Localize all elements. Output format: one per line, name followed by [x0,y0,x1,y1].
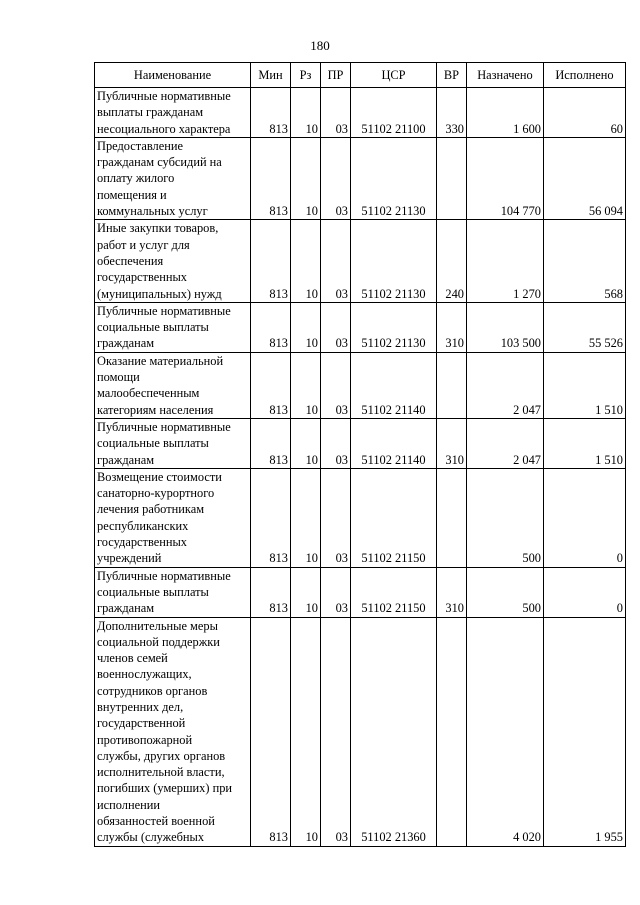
cell-name-line: Иные закупки товаров, [97,221,219,236]
cell-assigned: 2 047 [467,418,544,468]
cell-name-line: санаторно-курортного [97,486,215,501]
cell-name-line: обеспечения [97,253,164,268]
cell-name [95,352,251,418]
cell-assigned: 500 [467,468,544,567]
cell-executed: 55 526 [544,302,626,352]
cell-csr: 51102 21130 [351,220,437,302]
cell-pr: 03 [321,88,351,138]
header-name: Наименование [95,63,251,88]
cell-executed: 60 [544,88,626,138]
cell-name [95,302,251,352]
cell-pr: 03 [321,418,351,468]
cell-name-line: помощи [97,370,140,385]
cell-name-line: Дополнительные меры [97,618,218,633]
header-pr: ПР [321,63,351,88]
cell-csr: 51102 21130 [351,137,437,219]
cell-name-line: Оказание материальной [97,353,224,368]
table-body [95,88,626,847]
cell-rz: 10 [291,220,321,302]
cell-name-line: государственной [97,716,186,731]
header-executed: Исполнено [544,63,626,88]
cell-name-line: лечения работникам [97,502,205,517]
cell-csr: 51102 21140 [351,352,437,418]
cell-vr [437,617,467,846]
cell-name [95,418,251,468]
budget-table [94,62,626,847]
cell-vr [437,352,467,418]
cell-executed: 0 [544,468,626,567]
cell-name-line: учреждений [97,551,162,566]
cell-name-line: работ и услуг для [97,237,190,252]
table-row [95,567,626,617]
cell-name-line: Возмещение стоимости [97,469,222,484]
cell-name-line: сотрудников органов [97,683,208,698]
cell-rz: 10 [291,352,321,418]
cell-assigned: 2 047 [467,352,544,418]
cell-name-line: (муниципальных) нужд [97,286,222,301]
cell-csr: 51102 21150 [351,468,437,567]
cell-csr: 51102 21100 [351,88,437,138]
cell-vr [437,137,467,219]
cell-rz: 10 [291,468,321,567]
cell-name-line: противопожарной [97,732,193,747]
cell-name-line: государственных [97,535,188,550]
cell-executed: 56 094 [544,137,626,219]
cell-name [95,567,251,617]
cell-pr: 03 [321,468,351,567]
cell-min: 813 [251,352,291,418]
cell-min: 813 [251,88,291,138]
cell-executed: 0 [544,567,626,617]
cell-vr: 310 [437,418,467,468]
cell-name-line: социальной поддержки [97,634,220,649]
cell-rz: 10 [291,302,321,352]
cell-name-line: службы, других органов [97,748,226,763]
table-row [95,418,626,468]
cell-assigned: 500 [467,567,544,617]
cell-name-line: исполнительной власти, [97,765,225,780]
table-row [95,302,626,352]
cell-pr: 03 [321,137,351,219]
cell-executed: 568 [544,220,626,302]
cell-name-line: Публичные нормативные [97,419,231,434]
cell-assigned: 4 020 [467,617,544,846]
cell-vr [437,468,467,567]
cell-min: 813 [251,468,291,567]
cell-executed: 1 510 [544,418,626,468]
cell-assigned: 1 600 [467,88,544,138]
cell-name-line: Публичные нормативные [97,89,231,103]
cell-csr: 51102 21130 [351,302,437,352]
cell-name-line: малообеспеченным [97,386,200,401]
cell-name-line: внутренних дел, [97,699,184,714]
header-min: Мин [251,63,291,88]
cell-name-line: гражданам [97,601,155,616]
cell-name [95,617,251,846]
cell-min: 813 [251,302,291,352]
cell-name [95,137,251,219]
cell-name-line: Публичные нормативные [97,303,231,318]
table-row [95,617,626,846]
cell-name-line: помещения и [97,187,167,202]
cell-pr: 03 [321,302,351,352]
cell-csr: 51102 21150 [351,567,437,617]
cell-rz: 10 [291,88,321,138]
cell-executed: 1 510 [544,352,626,418]
table-row [95,468,626,567]
table-row [95,220,626,302]
cell-pr: 03 [321,567,351,617]
cell-min: 813 [251,137,291,219]
cell-name-line: коммунальных услуг [97,204,208,219]
cell-name-line: социальные выплаты [97,436,209,451]
cell-name-line: республиканских [97,518,189,533]
cell-name-line: гражданам [97,452,155,467]
cell-name-line: службы (служебных [97,830,205,845]
cell-assigned: 1 270 [467,220,544,302]
cell-name [95,468,251,567]
cell-rz: 10 [291,137,321,219]
cell-name-line: гражданам [97,336,155,351]
cell-min: 813 [251,567,291,617]
cell-name-line: гражданам субсидий на [97,155,222,170]
cell-name-line: оплату жилого [97,171,175,186]
cell-assigned: 103 500 [467,302,544,352]
cell-executed: 1 955 [544,617,626,846]
cell-name-line: категориям населения [97,402,214,417]
cell-name-line: несоциального характера [97,121,231,136]
cell-pr: 03 [321,617,351,846]
cell-name-line: членов семей [97,651,168,666]
cell-min: 813 [251,617,291,846]
cell-rz: 10 [291,567,321,617]
cell-csr: 51102 21360 [351,617,437,846]
cell-csr: 51102 21140 [351,418,437,468]
cell-name-line: социальные выплаты [97,584,209,599]
cell-name-line: Публичные нормативные [97,568,231,583]
cell-name-line: Предоставление [97,138,183,153]
cell-vr: 310 [437,302,467,352]
header-csr: ЦСР [351,63,437,88]
cell-vr: 310 [437,567,467,617]
cell-min: 813 [251,220,291,302]
cell-name-line: военнослужащих, [97,667,192,682]
cell-vr: 240 [437,220,467,302]
cell-name [95,220,251,302]
cell-name-line: обязанностей военной [97,814,215,829]
header-vr: ВР [437,63,467,88]
cell-pr: 03 [321,352,351,418]
table-row [95,137,626,219]
cell-rz: 10 [291,617,321,846]
cell-name-line: исполнении [97,797,160,812]
cell-vr: 330 [437,88,467,138]
cell-assigned: 104 770 [467,137,544,219]
header-rz: Рз [291,63,321,88]
cell-rz: 10 [291,418,321,468]
table-row [95,352,626,418]
table-header-row [95,63,626,88]
cell-name [95,88,251,138]
table-row [95,88,626,138]
page-number: 180 [310,38,330,53]
cell-name-line: выплаты гражданам [97,105,204,120]
header-assigned: Назначено [467,63,544,88]
cell-name-line: государственных [97,270,188,285]
cell-pr: 03 [321,220,351,302]
cell-name-line: социальные выплаты [97,320,209,335]
cell-min: 813 [251,418,291,468]
cell-name-line: погибших (умерших) при [97,781,233,796]
